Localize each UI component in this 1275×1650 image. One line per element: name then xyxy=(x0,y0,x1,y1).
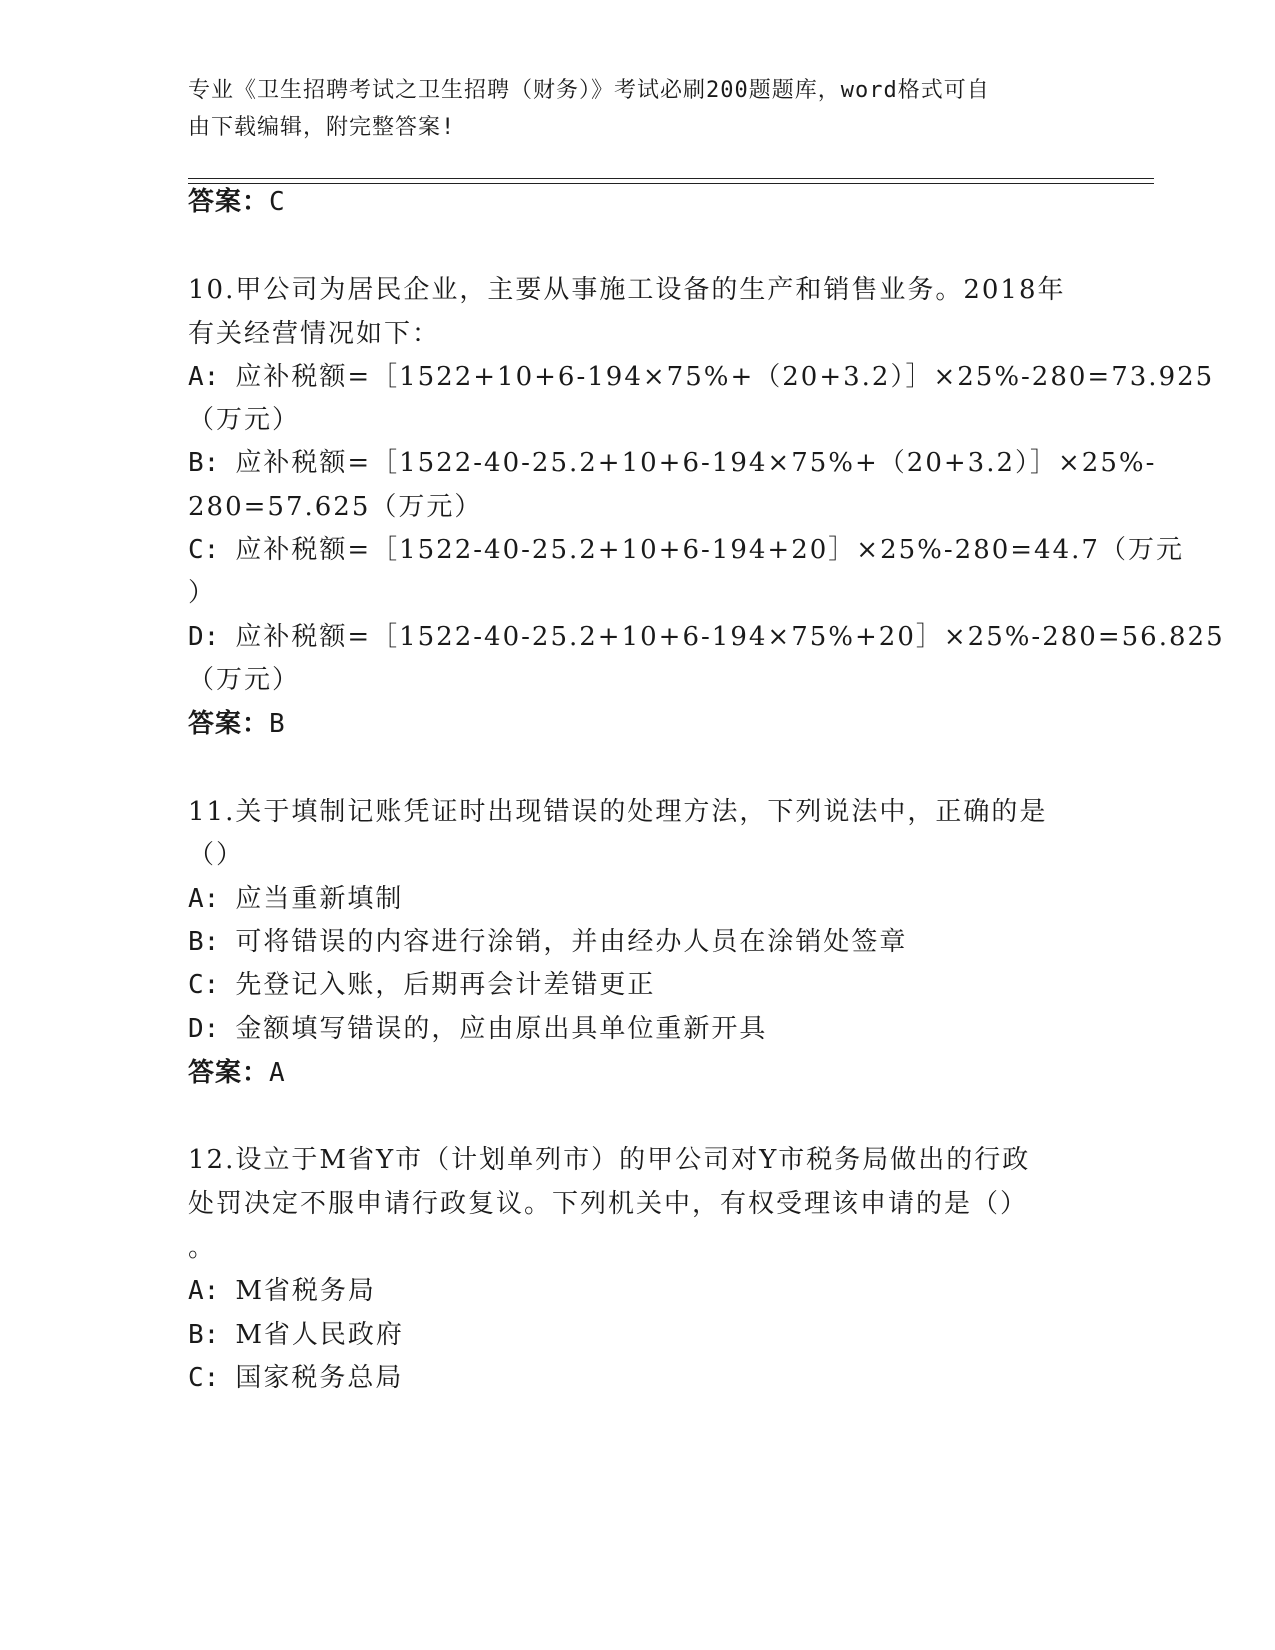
q11-option-a xyxy=(188,877,1088,922)
q12-option-b xyxy=(188,1313,1088,1358)
q10-option-b-cont: 280=57.625（万元） xyxy=(188,492,483,522)
q12-stem-line-1: 12.设立于M省Y市（计划单列市）的甲公司对Y市税务局做出的行政 xyxy=(188,1145,1031,1175)
q12-option-a xyxy=(188,1269,1088,1314)
q10-option-d-cont: （万元） xyxy=(188,665,301,695)
option-letter: B: xyxy=(188,448,220,478)
option-text: 应补税额=［1522-40-25.2+10+6-194×75%+（20+3.2）］×25%- xyxy=(235,448,1157,478)
option-letter: C: xyxy=(188,970,220,1000)
option-text: 金额填写错误的，应由原出具单位重新开具 xyxy=(235,1014,768,1044)
answer-value: A xyxy=(269,1058,286,1088)
q10-option-a xyxy=(188,355,1215,400)
q10-answer xyxy=(188,704,286,744)
q11-stem-line-1: 11.关于填制记账凭证时出现错误的处理方法，下列说法中，正确的是 xyxy=(188,797,1048,827)
option-letter: B: xyxy=(188,1320,220,1350)
option-text: 应补税额=［1522+10+6-194×75%+（20+3.2）］×25%-280=73.925 xyxy=(235,362,1215,392)
document-header xyxy=(188,72,1068,146)
option-letter: C: xyxy=(188,1363,220,1393)
option-text: 先登记入账，后期再会计差错更正 xyxy=(235,970,656,1000)
q12-stem-line-3: 。 xyxy=(188,1233,217,1263)
answer-label: 答案： xyxy=(188,1058,270,1088)
q12-option-c xyxy=(188,1356,1088,1401)
q11-option-c xyxy=(188,963,1088,1008)
q11-option-d xyxy=(188,1007,1088,1052)
q10-option-a-cont: （万元） xyxy=(188,405,301,435)
q11-answer xyxy=(188,1053,286,1093)
q10-stem-line-2: 有关经营情况如下： xyxy=(188,319,441,349)
option-text: M省人民政府 xyxy=(235,1320,404,1350)
option-letter: A: xyxy=(188,1276,220,1306)
q10-option-c-cont: ） xyxy=(188,578,217,608)
option-text: M省税务局 xyxy=(235,1276,376,1306)
answer-prev xyxy=(188,182,286,222)
option-text: 国家税务总局 xyxy=(235,1363,404,1393)
option-letter: D: xyxy=(188,1014,220,1044)
option-letter: D: xyxy=(188,622,220,652)
q11-option-b xyxy=(188,920,1088,965)
answer-label: 答案： xyxy=(188,709,270,739)
option-text: 应当重新填制 xyxy=(235,884,404,914)
option-text: 可将错误的内容进行涂销，并由经办人员在涂销处签章 xyxy=(235,927,908,957)
option-text: 应补税额=［1522-40-25.2+10+6-194+20］×25%-280=44.7（万元 xyxy=(235,535,1184,565)
answer-value: C xyxy=(269,187,286,217)
header-divider-bottom xyxy=(188,183,1154,184)
header-line-2: 由下载编辑，附完整答案! xyxy=(188,115,456,140)
q10-option-c xyxy=(188,528,1184,573)
q10-stem-line-1: 10.甲公司为居民企业，主要从事施工设备的生产和销售业务。2018年 xyxy=(188,275,1066,305)
option-letter: B: xyxy=(188,927,220,957)
q10-option-d xyxy=(188,615,1225,660)
answer-label: 答案： xyxy=(188,187,270,217)
option-text: 应补税额=［1522-40-25.2+10+6-194×75%+20］×25%-280=56.825 xyxy=(235,622,1225,652)
q11-stem-line-2: （） xyxy=(188,840,245,870)
q12-stem-line-2: 处罚决定不服申请行政复议。下列机关中，有权受理该申请的是（） xyxy=(188,1189,1029,1219)
option-letter: A: xyxy=(188,884,220,914)
header-divider-top xyxy=(188,178,1154,179)
header-line-1: 专业《卫生招聘考试之卫生招聘（财务）》考试必刷200题题库，word格式可自 xyxy=(188,78,990,103)
answer-value: B xyxy=(269,709,286,739)
option-letter: A: xyxy=(188,362,220,392)
option-letter: C: xyxy=(188,535,220,565)
q10-option-b xyxy=(188,441,1157,486)
